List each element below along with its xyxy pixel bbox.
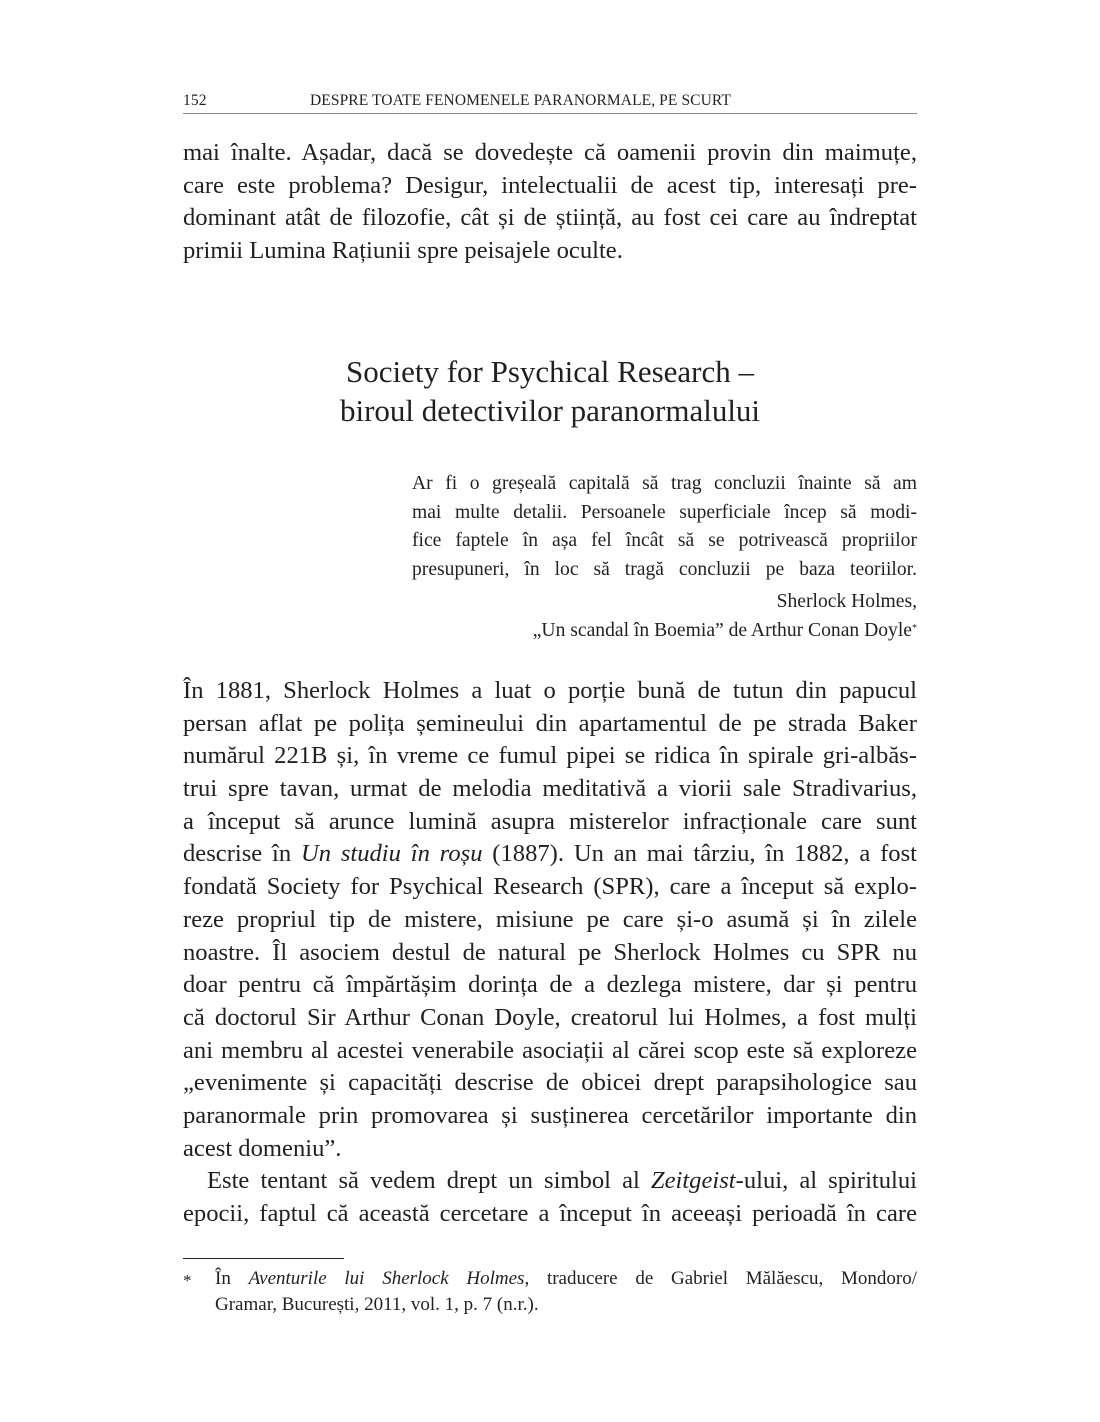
footnote-text — [215, 1266, 917, 1318]
section-heading — [183, 352, 917, 430]
text-line: mai înalte. Așadar, dacă se dovedește că oamenii provin din maimuțe, — [183, 139, 917, 166]
text-line: numărul 221B și, în vreme ce fumul pipei se ridica în spirale gri-albăs- — [183, 742, 917, 770]
text-line: a început să arunce lumină asupra misterelor infracționale care sunt — [183, 807, 917, 835]
epigraph-line: fice faptele în așa fel încât să se potrivească propriilor — [412, 530, 917, 552]
epigraph-line: Ar fi o greșeală capitală să trag concluzii înainte să am — [412, 473, 917, 494]
epigraph — [412, 470, 917, 646]
epigraph-author: Sherlock Holmes, — [776, 591, 917, 613]
running-title: DESPRE TOATE FENOMENELE PARANORMALE, PE SCURT — [310, 92, 731, 109]
book-title-italic: Aventurile lui Sherlock Holmes — [248, 1268, 525, 1289]
text-segment: În — [215, 1268, 249, 1289]
text-line: epocii, faptul că această cercetare a început în aceeași perioadă în care — [183, 1200, 917, 1227]
epigraph-source — [412, 617, 917, 646]
text-line: „evenimente și capacități descrise de obicei drept parapsihologice sau — [183, 1069, 917, 1097]
footnote-reference[interactable]: * — [912, 622, 917, 634]
text-line: fondată Society for Psychical Research (SPR), care a început să explo- — [183, 873, 917, 901]
text-line: doar pentru că împărtășim dorința de a dezlega mistere, dar și pentru — [183, 971, 917, 999]
section-heading-line-1: Society for Psychical Research – — [345, 354, 755, 389]
epigraph-source-text: „Un scandal în Boemia” de Arthur Conan Doyle — [532, 619, 912, 641]
text-segment: Este tentant să vedem drept un simbol al — [207, 1167, 651, 1195]
text-line: Gramar, București, 2011, vol. 1, p. 7 (n.r.). — [215, 1294, 539, 1315]
text-segment: (1887). Un an mai târziu, în 1882, a fost — [482, 840, 917, 868]
text-line: dominant atât de filozofie, cât și de știință, au fost cei care au îndreptat — [183, 204, 917, 232]
text-line: reze propriul tip de mistere, misiune pe care și-o asumă și în zilele — [183, 905, 917, 933]
text-segment: descrise în — [183, 840, 301, 868]
running-header — [183, 91, 917, 114]
text-line: primii Lumina Rațiunii spre peisajele oculte. — [183, 237, 623, 265]
text-line — [183, 1165, 917, 1198]
text-line: ani membru al acestei venerabile asociații al cărei scop este să exploreze — [183, 1036, 917, 1064]
epigraph-line: presupuneri, în loc să tragă concluzii pe baza teoriilor. — [412, 558, 917, 580]
paragraph-2 — [183, 1165, 917, 1230]
text-line: persan aflat pe polița șemineului din apartamentul de pe strada Baker — [183, 709, 917, 737]
text-line: În 1881, Sherlock Holmes a luat o porție bună de tutun din papucul — [183, 677, 917, 704]
section-heading-line-2: biroul detectivilor paranormalului — [339, 393, 761, 428]
book-title-italic: Un studiu în roșu — [300, 840, 483, 868]
paragraph-1 — [183, 675, 917, 1165]
text-line: trui spre tavan, urmat de melodia meditativă a viorii sale Stradivarius, — [183, 775, 917, 803]
text-line: care este problema? Desigur, intelectualii de acest tip, interesați pre- — [183, 171, 917, 199]
footnote-separator — [183, 1258, 344, 1259]
text-line: acest domeniu”. — [183, 1134, 342, 1162]
body-text — [183, 675, 917, 1231]
footnote-marker: * — [183, 1271, 192, 1290]
epigraph-line: mai multe detalii. Persoanele superficiale încep să modi- — [412, 501, 917, 523]
text-segment: -ului, al spiritului — [735, 1167, 917, 1195]
page-number: 152 — [183, 92, 207, 109]
text-line — [215, 1266, 917, 1292]
text-segment: , traducere de Gabriel Mălăescu, Mondoro/ — [524, 1268, 918, 1289]
text-line: noastre. Îl asociem destul de natural pe Sherlock Holmes cu SPR nu — [183, 938, 917, 966]
text-line — [183, 838, 917, 871]
text-line: paranormale prin promovarea și susținerea cercetărilor importante din — [183, 1101, 917, 1129]
intro-paragraph — [183, 137, 917, 268]
text-line: că doctorul Sir Arthur Conan Doyle, creatorul lui Holmes, a fost mulți — [183, 1003, 917, 1031]
zeitgeist-italic: Zeitgeist — [650, 1167, 736, 1195]
